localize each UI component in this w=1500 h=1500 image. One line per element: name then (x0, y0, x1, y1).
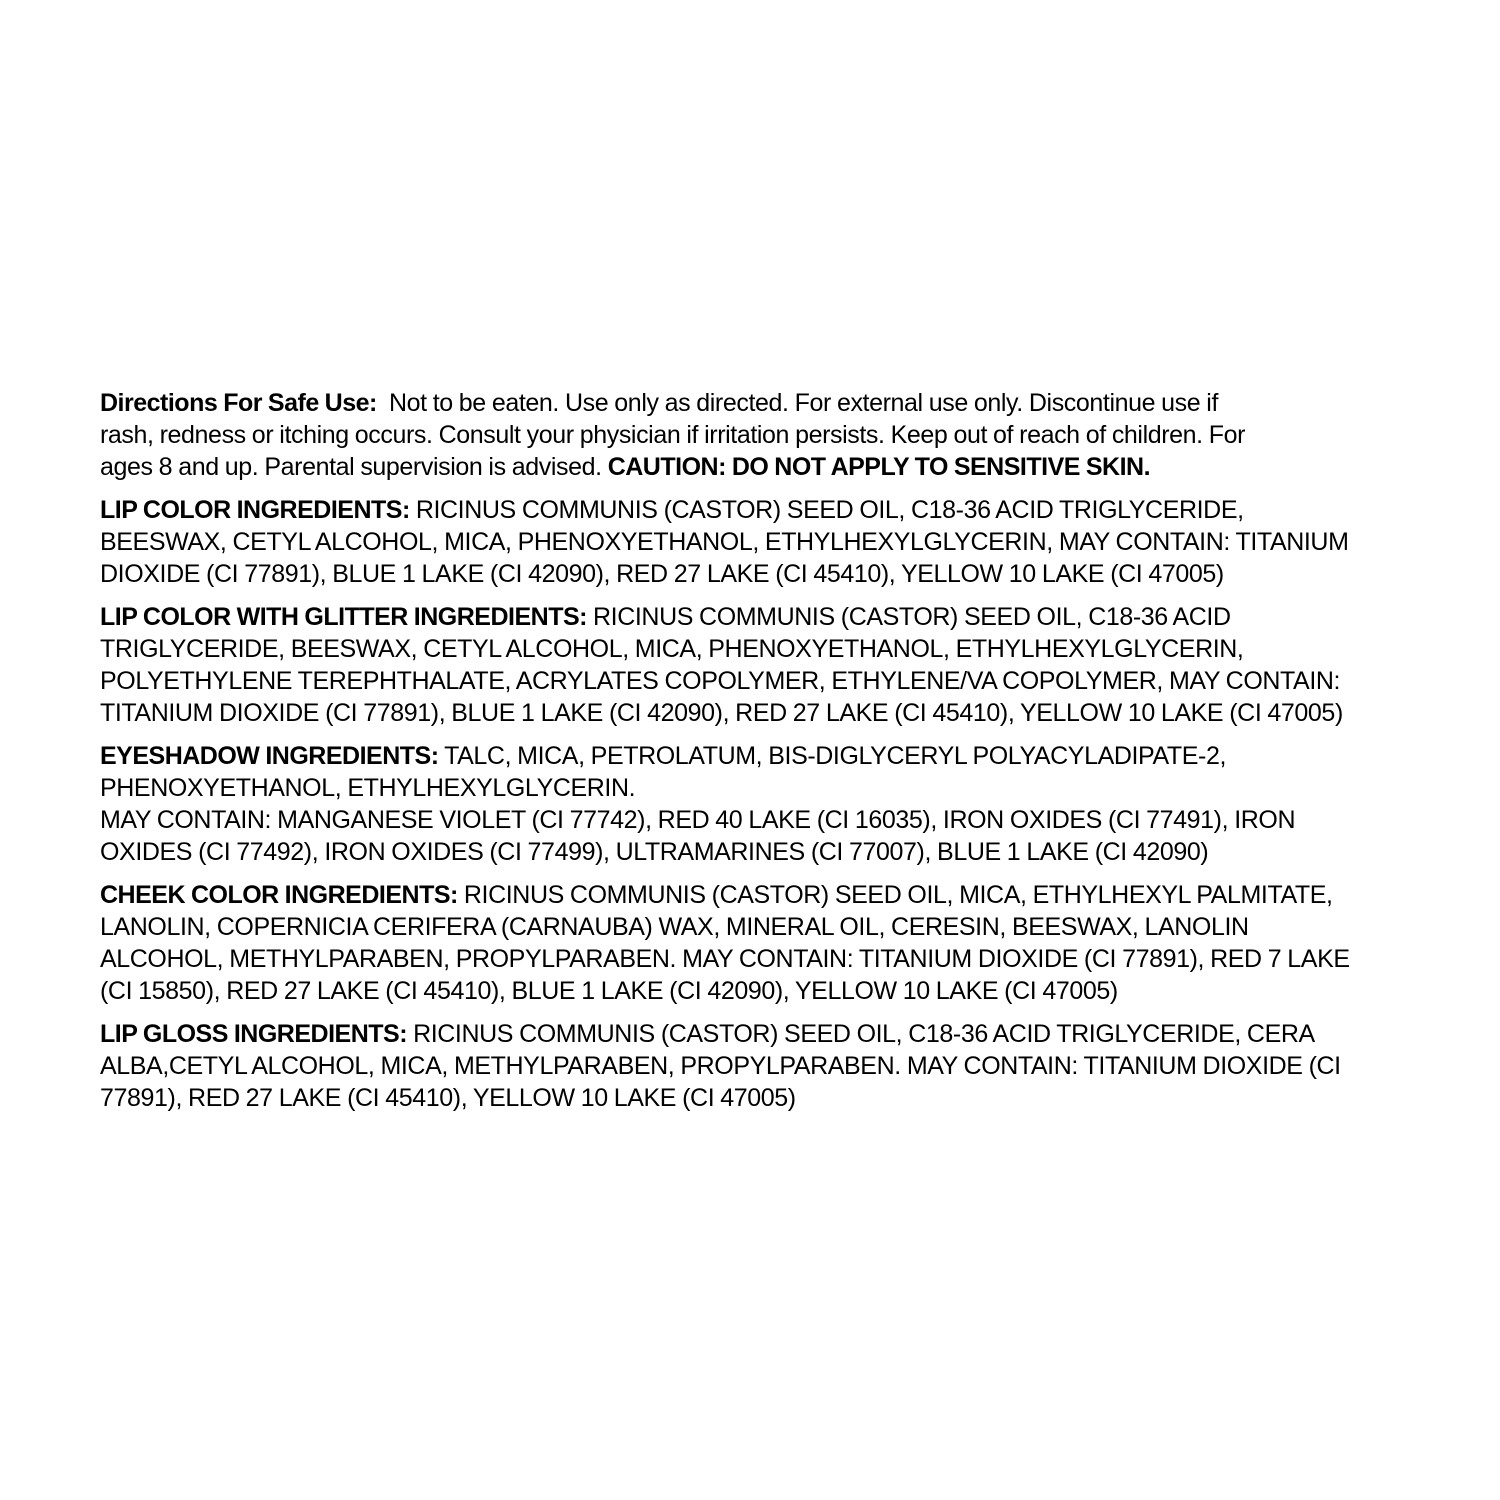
eyeshadow-section (100, 740, 1418, 868)
cheek-color-heading: CHEEK COLOR INGREDIENTS: (100, 881, 458, 909)
lip-color-glitter-text-1: RICINUS COMMUNIS (CASTOR) SEED OIL, C18-36 ACID (593, 603, 1231, 631)
lip-color-line-2: BEESWAX, CETYL ALCOHOL, MICA, PHENOXYETHANOL, ETHYLHEXYLGLYCERIN, MAY CONTAIN: TITANIUM (100, 528, 1349, 556)
cheek-color-text-1: RICINUS COMMUNIS (CASTOR) SEED OIL, MICA, ETHYLHEXYL PALMITATE, (463, 881, 1333, 909)
eyeshadow-line-1 (100, 740, 1418, 772)
lip-gloss-text-1: RICINUS COMMUNIS (CASTOR) SEED OIL, C18-36 ACID TRIGLYCERIDE, CERA (413, 1020, 1315, 1048)
eyeshadow-heading: EYESHADOW INGREDIENTS: (100, 742, 439, 770)
eyeshadow-line-4: OXIDES (CI 77492), IRON OXIDES (CI 77499), ULTRAMARINES (CI 77007), BLUE 1 LAKE (CI 42090) (100, 838, 1209, 866)
cheek-color-line-2: LANOLIN, COPERNICIA CERIFERA (CARNAUBA) WAX, MINERAL OIL, CERESIN, BEESWAX, LANOLIN (100, 913, 1249, 941)
cheek-color-section (100, 879, 1418, 1007)
directions-line-3 (100, 451, 1418, 483)
lip-gloss-line-2: ALBA,CETYL ALCOHOL, MICA, METHYLPARABEN, PROPYLPARABEN. MAY CONTAIN: TITANIUM DIOXIDE (CI (100, 1052, 1341, 1080)
lip-color-glitter-line-1 (100, 601, 1418, 633)
lip-color-glitter-section (100, 601, 1418, 729)
lip-color-glitter-heading: LIP COLOR WITH GLITTER INGREDIENTS: (100, 603, 587, 631)
lip-color-glitter-line-3: POLYETHYLENE TEREPHTHALATE, ACRYLATES COPOLYMER, ETHYLENE/VA COPOLYMER, MAY CONTAIN: (100, 667, 1341, 695)
lip-gloss-section (100, 1018, 1418, 1114)
lip-gloss-line-1 (100, 1018, 1418, 1050)
lip-color-glitter-line-4: TITANIUM DIOXIDE (CI 77891), BLUE 1 LAKE (CI 42090), RED 27 LAKE (CI 45410), YELLOW 10 LAKE (CI 47005) (100, 699, 1343, 727)
directions-text-1: Not to be eaten. Use only as directed. For external use only. Discontinue use if (388, 389, 1219, 417)
lip-color-section (100, 494, 1418, 590)
eyeshadow-line-3: MAY CONTAIN: MANGANESE VIOLET (CI 77742), RED 40 LAKE (CI 16035), IRON OXIDES (CI 77491), IRON (100, 806, 1296, 834)
lip-color-line-3: DIOXIDE (CI 77891), BLUE 1 LAKE (CI 42090), RED 27 LAKE (CI 45410), YELLOW 10 LAKE (CI 47005) (100, 560, 1224, 588)
directions-heading: Directions For Safe Use: (100, 389, 377, 417)
directions-section (100, 387, 1418, 483)
lip-color-glitter-line-2: TRIGLYCERIDE, BEESWAX, CETYL ALCOHOL, MICA, PHENOXYETHANOL, ETHYLHEXYLGLYCERIN, (100, 635, 1244, 663)
ingredients-label-panel (100, 387, 1418, 1125)
cheek-color-line-4: (CI 15850), RED 27 LAKE (CI 45410), BLUE 1 LAKE (CI 42090), YELLOW 10 LAKE (CI 47005) (100, 977, 1118, 1005)
directions-line-2: rash, redness or itching occurs. Consult your physician if irritation persists. Keep out of reach of children. For (100, 421, 1246, 449)
directions-line-1 (100, 387, 1418, 419)
lip-color-line-1 (100, 494, 1418, 526)
lip-color-text-1: RICINUS COMMUNIS (CASTOR) SEED OIL, C18-36 ACID TRIGLYCERIDE, (415, 496, 1244, 524)
lip-color-heading: LIP COLOR INGREDIENTS: (100, 496, 410, 524)
eyeshadow-text-1: TALC, MICA, PETROLATUM, BIS-DIGLYCERYL POLYACYLADIPATE-2, (444, 742, 1227, 770)
directions-text-3: ages 8 and up. Parental supervision is advised. (100, 453, 602, 481)
caution-warning: CAUTION: DO NOT APPLY TO SENSITIVE SKIN. (607, 453, 1151, 481)
lip-gloss-line-3: 77891), RED 27 LAKE (CI 45410), YELLOW 10 LAKE (CI 47005) (100, 1084, 796, 1112)
lip-gloss-heading: LIP GLOSS INGREDIENTS: (100, 1020, 408, 1048)
eyeshadow-line-2: PHENOXYETHANOL, ETHYLHEXYLGLYCERIN. (100, 774, 636, 802)
cheek-color-line-1 (100, 879, 1418, 911)
cheek-color-line-3: ALCOHOL, METHYLPARABEN, PROPYLPARABEN. MAY CONTAIN: TITANIUM DIOXIDE (CI 77891), RED 7 LAKE (100, 945, 1350, 973)
